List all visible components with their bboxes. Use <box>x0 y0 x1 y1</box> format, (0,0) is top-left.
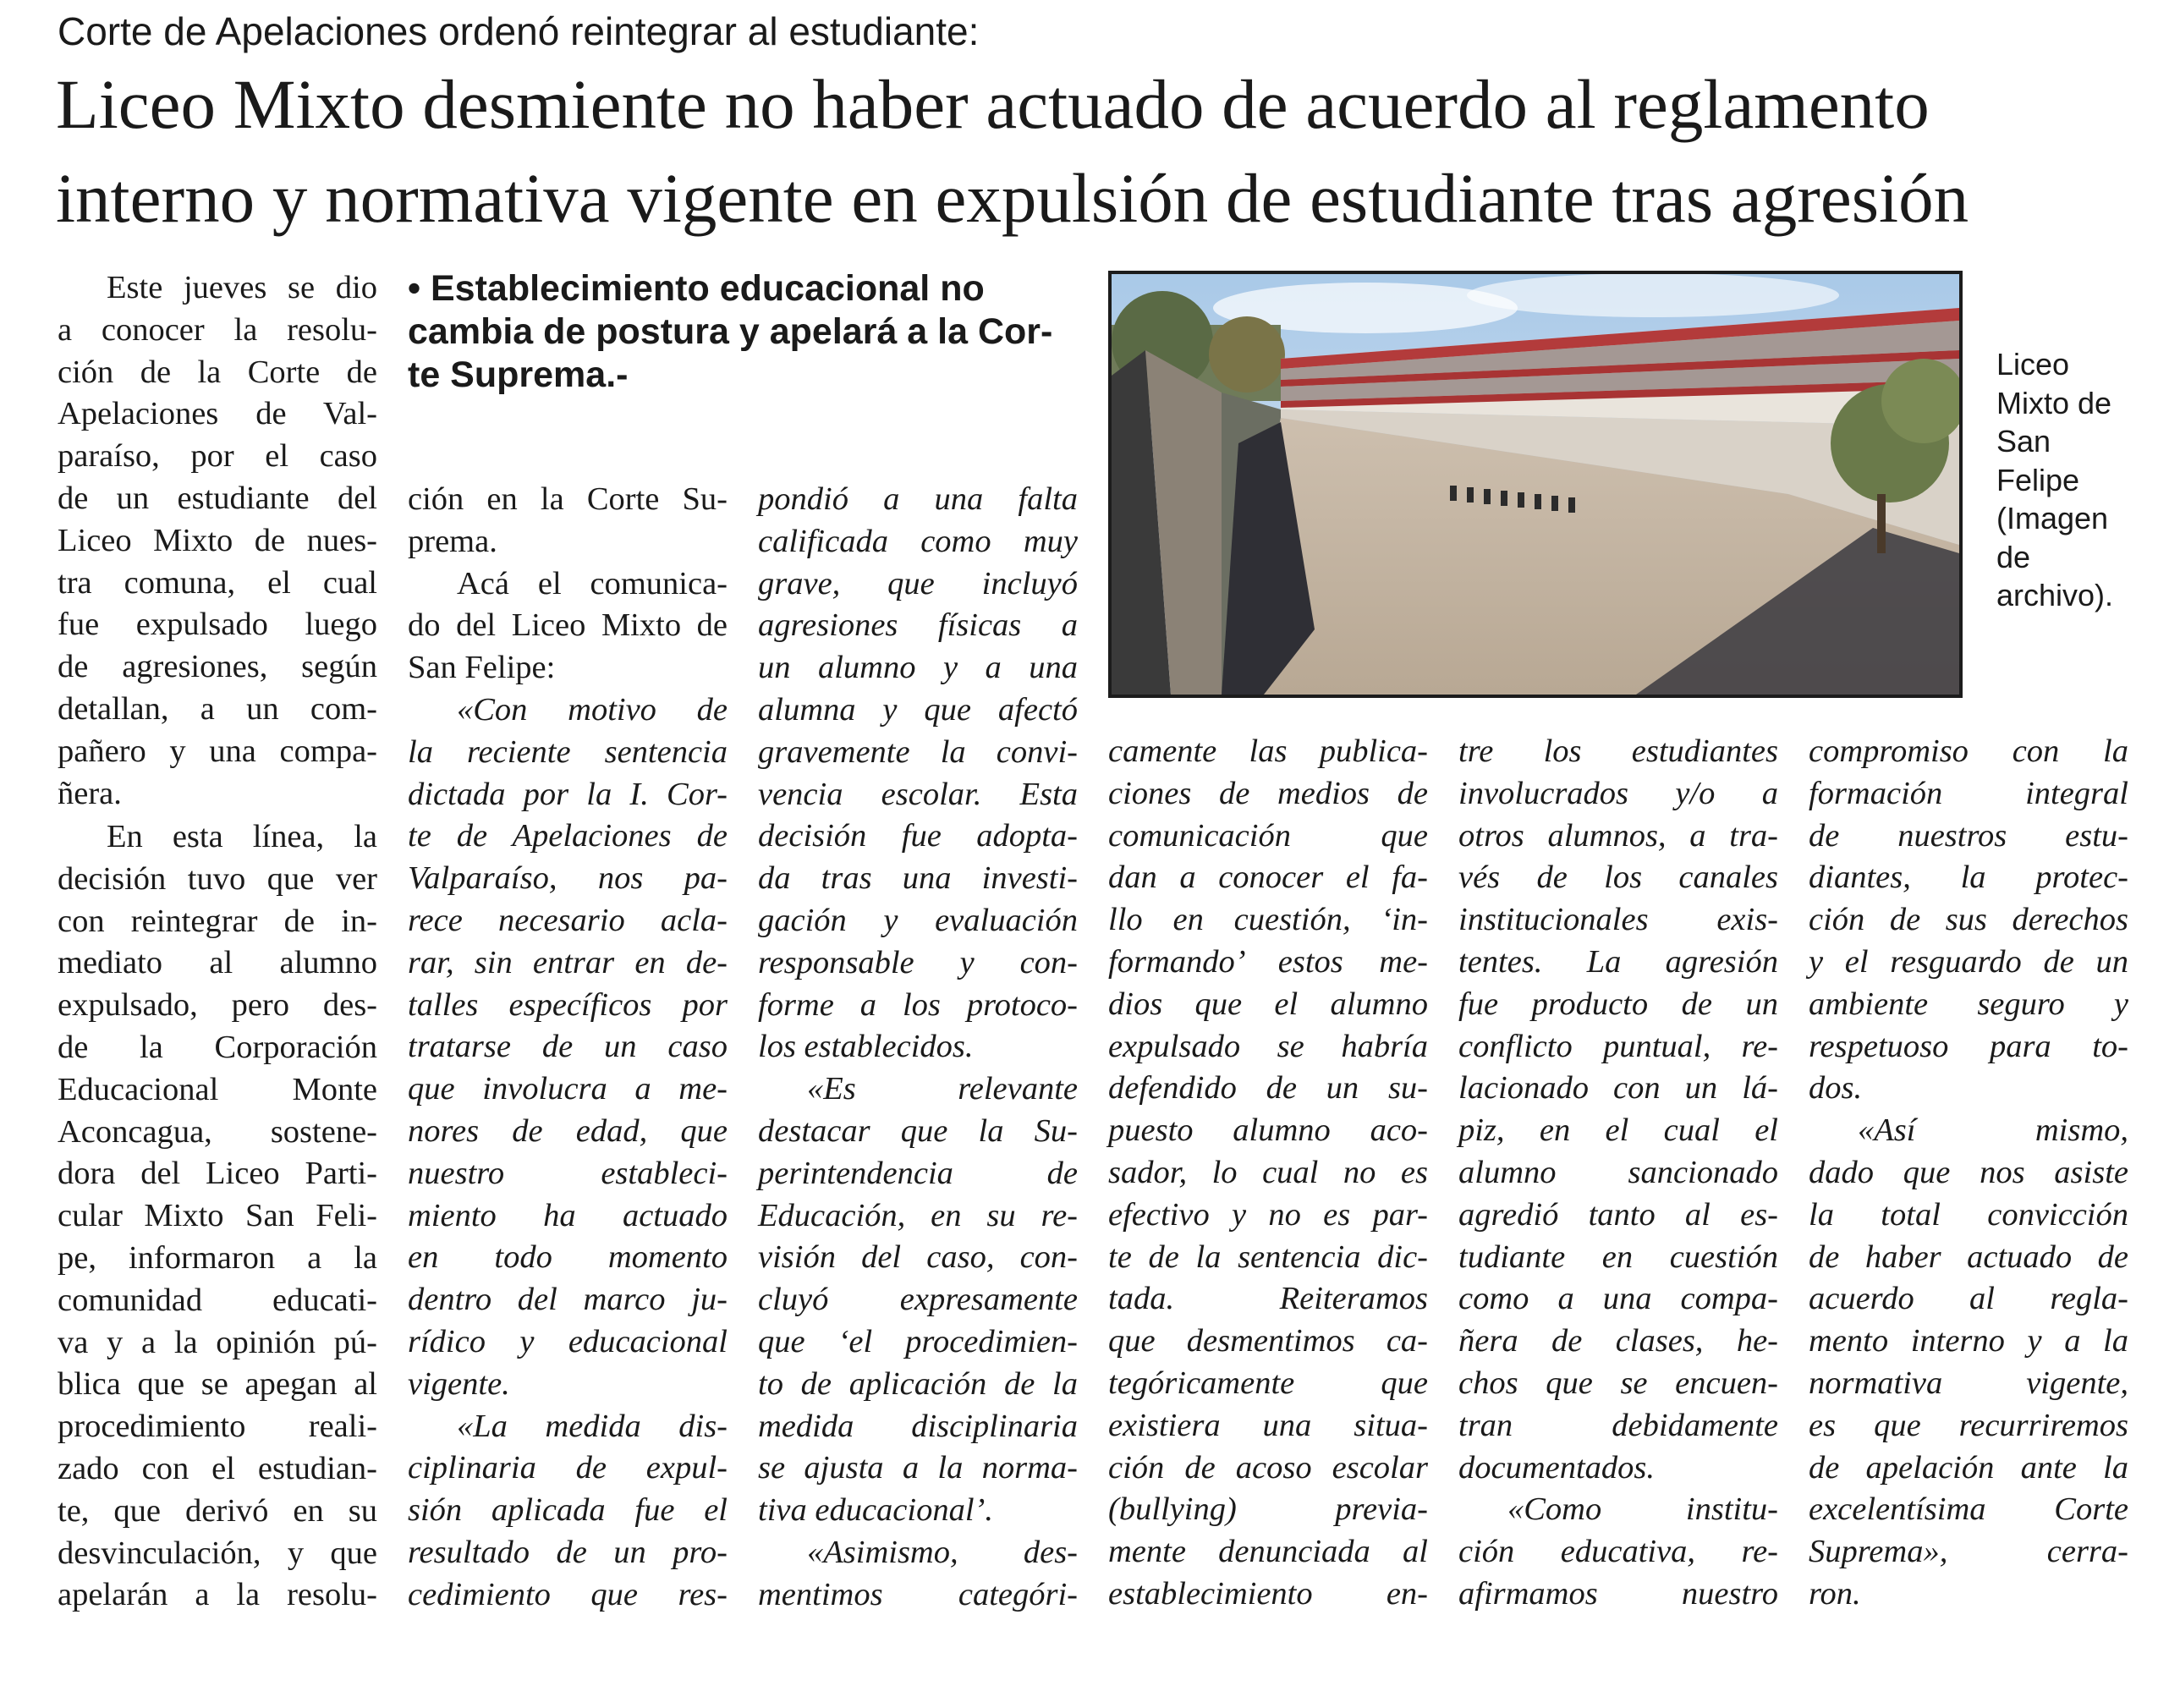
text-line: chos que se encuen- <box>1458 1365 1778 1401</box>
text-line: paraíso, por el caso <box>58 438 377 475</box>
text-line: mente denunciada al <box>1108 1534 1428 1570</box>
text-line: lacionado con un lá- <box>1458 1070 1778 1107</box>
text-line: to de aplicación de la <box>758 1365 1078 1402</box>
text-line: Liceo Mixto de nues- <box>58 522 377 558</box>
text-line: se ajusta a la norma- <box>758 1450 1078 1486</box>
text-line: mediato al alumno <box>58 945 377 981</box>
text-line: sador, lo cual no es <box>1108 1154 1428 1190</box>
text-line: tegóricamente que <box>1108 1365 1428 1401</box>
text-line: procedimiento reali- <box>58 1409 377 1445</box>
kicker: Corte de Apelaciones ordenó reintegrar al estudiante: <box>58 9 980 53</box>
text-line: alumno sancionado <box>1458 1154 1778 1190</box>
text-line: ambiente seguro y <box>1809 986 2128 1022</box>
column-6 <box>1809 731 2128 1616</box>
text-line: Educación, en su re- <box>758 1197 1078 1233</box>
text-line: comunidad educati- <box>58 1282 377 1318</box>
text-line: ción de acoso escolar <box>1108 1449 1428 1486</box>
text-line: de la Corporación <box>58 1029 377 1065</box>
text-line: y el resguardo de un <box>1809 943 2128 980</box>
text-line: zado con el estudian- <box>58 1450 377 1486</box>
text-line: acuerdo al regla- <box>1809 1281 2128 1317</box>
text-line: la reciente sentencia <box>408 733 728 770</box>
text-line: compromiso con la <box>1809 733 2128 769</box>
text-line: ñera de clases, he- <box>1458 1323 1778 1359</box>
text-line: Apelaciones de Val- <box>58 396 377 432</box>
text-line: cular Mixto San Feli- <box>58 1198 377 1234</box>
text-line: mentimos categóri- <box>758 1576 1078 1612</box>
text-line: tudiante en cuestión <box>1458 1238 1778 1275</box>
text-line: rídico y educacional <box>408 1323 728 1359</box>
text-line: do del Liceo Mixto de <box>408 607 728 644</box>
text-line: camente las publica- <box>1108 733 1428 769</box>
text-line: Aconcagua, sostene- <box>58 1113 377 1150</box>
text-line: de haber actuado de <box>1809 1238 2128 1275</box>
text-line: calificada como muy <box>758 523 1078 559</box>
text-line: Suprema», cerra- <box>1809 1534 2128 1570</box>
text-line: decisión tuvo que ver <box>58 860 377 897</box>
column-1-intro <box>58 267 377 815</box>
text-line: San Felipe: <box>408 650 556 686</box>
text-line: formación integral <box>1809 775 2128 811</box>
text-line: es que recurriremos <box>1809 1407 2128 1443</box>
text-line: tran debidamente <box>1458 1407 1778 1443</box>
text-line: «Así mismo, <box>1858 1112 2128 1149</box>
text-line: tra comuna, el cual <box>58 564 377 601</box>
text-line: decisión fue adopta- <box>758 818 1078 854</box>
text-line: efectivo y no es par- <box>1108 1196 1428 1233</box>
text-line: establecimiento en- <box>1108 1575 1428 1612</box>
text-line: de un estudiante del <box>58 480 377 516</box>
text-line: comunicación que <box>1108 817 1428 854</box>
text-line: miento ha actuado <box>408 1197 728 1233</box>
text-line: tre los estudiantes <box>1458 733 1778 769</box>
text-line: ron. <box>1809 1575 1861 1612</box>
text-line: dios que el alumno <box>1108 986 1428 1022</box>
text-line: como a una compa- <box>1458 1281 1778 1317</box>
text-line: resultado de un pro- <box>408 1534 728 1570</box>
text-line: piz, en el cual el <box>1458 1112 1778 1149</box>
text-line: blica que se apegan al <box>58 1366 377 1403</box>
text-line: llo en cuestión, ‘in- <box>1108 902 1428 938</box>
column-5 <box>1458 731 1778 1616</box>
caption-line: San <box>1996 424 2051 459</box>
text-line: diantes, la protec- <box>1809 859 2128 896</box>
text-line: los establecidos. <box>758 1029 974 1065</box>
text-line: un alumno y a una <box>758 650 1078 686</box>
text-line: En esta línea, la <box>107 819 377 854</box>
text-line: responsable y con- <box>758 944 1078 980</box>
text-line: defendido de un su- <box>1108 1070 1428 1107</box>
text-line: tada. Reiteramos <box>1108 1281 1428 1317</box>
school-courtyard-photo <box>1108 271 1963 698</box>
headline <box>56 58 1969 245</box>
text-line: destacar que la Su- <box>758 1112 1078 1149</box>
text-line: grave, que incluyó <box>758 565 1078 601</box>
caption-line: archivo). <box>1996 578 2114 612</box>
column-4 <box>1108 731 1428 1616</box>
text-line: involucrados y/o a <box>1458 775 1778 811</box>
text-line: «Asimismo, des- <box>807 1534 1078 1570</box>
text-line: ción en la Corte Su- <box>408 481 728 517</box>
text-line: mento interno y a la <box>1809 1323 2128 1359</box>
text-line: excelentísima Corte <box>1809 1491 2128 1528</box>
text-line: desvinculación, y que <box>58 1535 377 1571</box>
text-line: rece necesario acla- <box>408 902 728 938</box>
text-line: pañero y una compa- <box>58 733 377 769</box>
caption-line: de <box>1996 539 2031 574</box>
text-line: afirmamos nuestro <box>1458 1575 1778 1612</box>
text-line: nuestro estableci- <box>408 1155 728 1191</box>
text-line: «Con motivo de <box>457 691 728 728</box>
text-line: dan a conocer el fa- <box>1108 859 1428 896</box>
text-line: perintendencia de <box>758 1155 1078 1191</box>
text-line: visión del caso, con- <box>758 1239 1078 1276</box>
text-line: tentes. La agresión <box>1458 943 1778 980</box>
text-line: de nuestros estu- <box>1809 817 2128 854</box>
text-line: detallan, a un com- <box>58 690 377 727</box>
text-line: ciplinaria de expul- <box>408 1450 728 1486</box>
text-line: formando’ estos me- <box>1108 943 1428 980</box>
text-line: de apelación ante la <box>1809 1449 2128 1486</box>
text-line: de agresiones, según <box>58 649 377 685</box>
text-line: existiera una situa- <box>1108 1407 1428 1443</box>
text-line: da tras una investi- <box>758 860 1078 897</box>
caption-line: Mixto de <box>1996 385 2112 420</box>
text-line: vés de los canales <box>1458 859 1778 896</box>
text-line: nores de edad, que <box>408 1112 728 1149</box>
text-line: expulsado, pero des- <box>58 987 377 1024</box>
text-line: que ‘el procedimien- <box>758 1323 1078 1359</box>
text-line: forme a los protoco- <box>758 986 1078 1023</box>
headline-line-2: interno y normativa vigente en expulsión de estudiante tras agresión <box>56 159 1969 237</box>
text-line: vigente. <box>408 1365 510 1402</box>
text-line: fue expulsado luego <box>58 607 377 643</box>
column-2 <box>408 479 728 1617</box>
text-line: vencia escolar. Esta <box>758 776 1078 812</box>
headline-line-1: Liceo Mixto desmiente no haber actuado de acuerdo al reglamento <box>56 65 1930 143</box>
text-line: cluyó expresamente <box>758 1282 1078 1318</box>
text-line: conflicto puntual, re- <box>1458 1028 1778 1064</box>
text-line: a conocer la resolu- <box>58 311 377 348</box>
text-line: te de la sentencia dic- <box>1108 1238 1428 1275</box>
text-line: en todo momento <box>408 1239 728 1276</box>
text-line: rar, sin entrar en de- <box>408 944 728 980</box>
text-line: expulsado se habría <box>1108 1028 1428 1064</box>
text-line: «Es relevante <box>807 1071 1078 1107</box>
text-line: documentados. <box>1458 1449 1656 1486</box>
text-line: tiva educacional’. <box>758 1492 993 1529</box>
lead-line: te Suprema.- <box>408 354 629 395</box>
text-line: «La medida dis- <box>457 1408 728 1444</box>
text-line: pe, informaron a la <box>58 1239 377 1276</box>
lead-line: • Establecimiento educacional no <box>408 268 985 309</box>
text-line: tratarse de un caso <box>408 1029 728 1065</box>
text-line: que desmentimos ca- <box>1108 1323 1428 1359</box>
photo-caption <box>1996 345 2157 615</box>
lead-line: cambia de postura y apelará a la Cor- <box>408 311 1053 352</box>
text-line: pondió a una falta <box>758 481 1078 517</box>
text-line: dora del Liceo Parti- <box>58 1156 377 1192</box>
text-line: Educacional Monte <box>58 1071 377 1107</box>
text-line: dado que nos asiste <box>1809 1154 2128 1190</box>
text-line: talles específicos por <box>408 986 728 1023</box>
text-line: otros alumnos, a tra- <box>1458 817 1778 854</box>
lead-summary <box>408 267 1076 397</box>
caption-line: Felipe <box>1996 462 2080 497</box>
text-line: la total convicción <box>1809 1196 2128 1233</box>
text-line: que involucra a me- <box>408 1071 728 1107</box>
text-line: ción educativa, re- <box>1458 1534 1778 1570</box>
text-line: te de Apelaciones de <box>408 818 728 854</box>
text-line: con reintegrar de in- <box>58 903 377 939</box>
text-line: gación y evaluación <box>758 902 1078 938</box>
text-line: dictada por la I. Cor- <box>408 776 728 812</box>
text-line: gravemente la convi- <box>758 733 1078 770</box>
text-line: agredió tanto al es- <box>1458 1196 1778 1233</box>
text-line: te, que derivó en su <box>58 1492 377 1529</box>
text-line: respetuoso para to- <box>1809 1028 2128 1064</box>
text-line: fue producto de un <box>1458 986 1778 1022</box>
text-line: dentro del marco ju- <box>408 1282 728 1318</box>
text-line: ciones de medios de <box>1108 775 1428 811</box>
column-1-body <box>58 816 377 1617</box>
text-line: ción de sus derechos <box>1809 902 2128 938</box>
text-line: Este jueves se dio <box>107 270 377 305</box>
text-line: agresiones físicas a <box>758 607 1078 644</box>
text-line: institucionales exis- <box>1458 902 1778 938</box>
text-line: medida disciplinaria <box>758 1408 1078 1444</box>
text-line: ñera. <box>58 775 122 811</box>
text-line: (bullying) previa- <box>1108 1491 1428 1528</box>
text-line: apelarán a la resolu- <box>58 1577 377 1613</box>
text-line: alumna y que afectó <box>758 691 1078 728</box>
text-line: va y a la opinión pú- <box>58 1324 377 1360</box>
text-line: normativa vigente, <box>1809 1365 2128 1401</box>
text-line: sión aplicada fue el <box>408 1492 728 1529</box>
caption-line: Liceo <box>1996 347 2070 382</box>
text-line: dos. <box>1809 1070 1863 1107</box>
caption-line: (Imagen <box>1996 501 2109 535</box>
text-line: puesto alumno aco- <box>1108 1112 1428 1149</box>
text-line: «Como institu- <box>1507 1491 1778 1528</box>
text-line: Acá el comunica- <box>457 565 728 601</box>
text-line: ción de la Corte de <box>58 354 377 390</box>
text-line: cedimiento que res- <box>408 1576 728 1612</box>
text-line: prema. <box>408 523 497 559</box>
text-line: Valparaíso, nos pa- <box>408 860 728 897</box>
column-3 <box>758 479 1078 1617</box>
